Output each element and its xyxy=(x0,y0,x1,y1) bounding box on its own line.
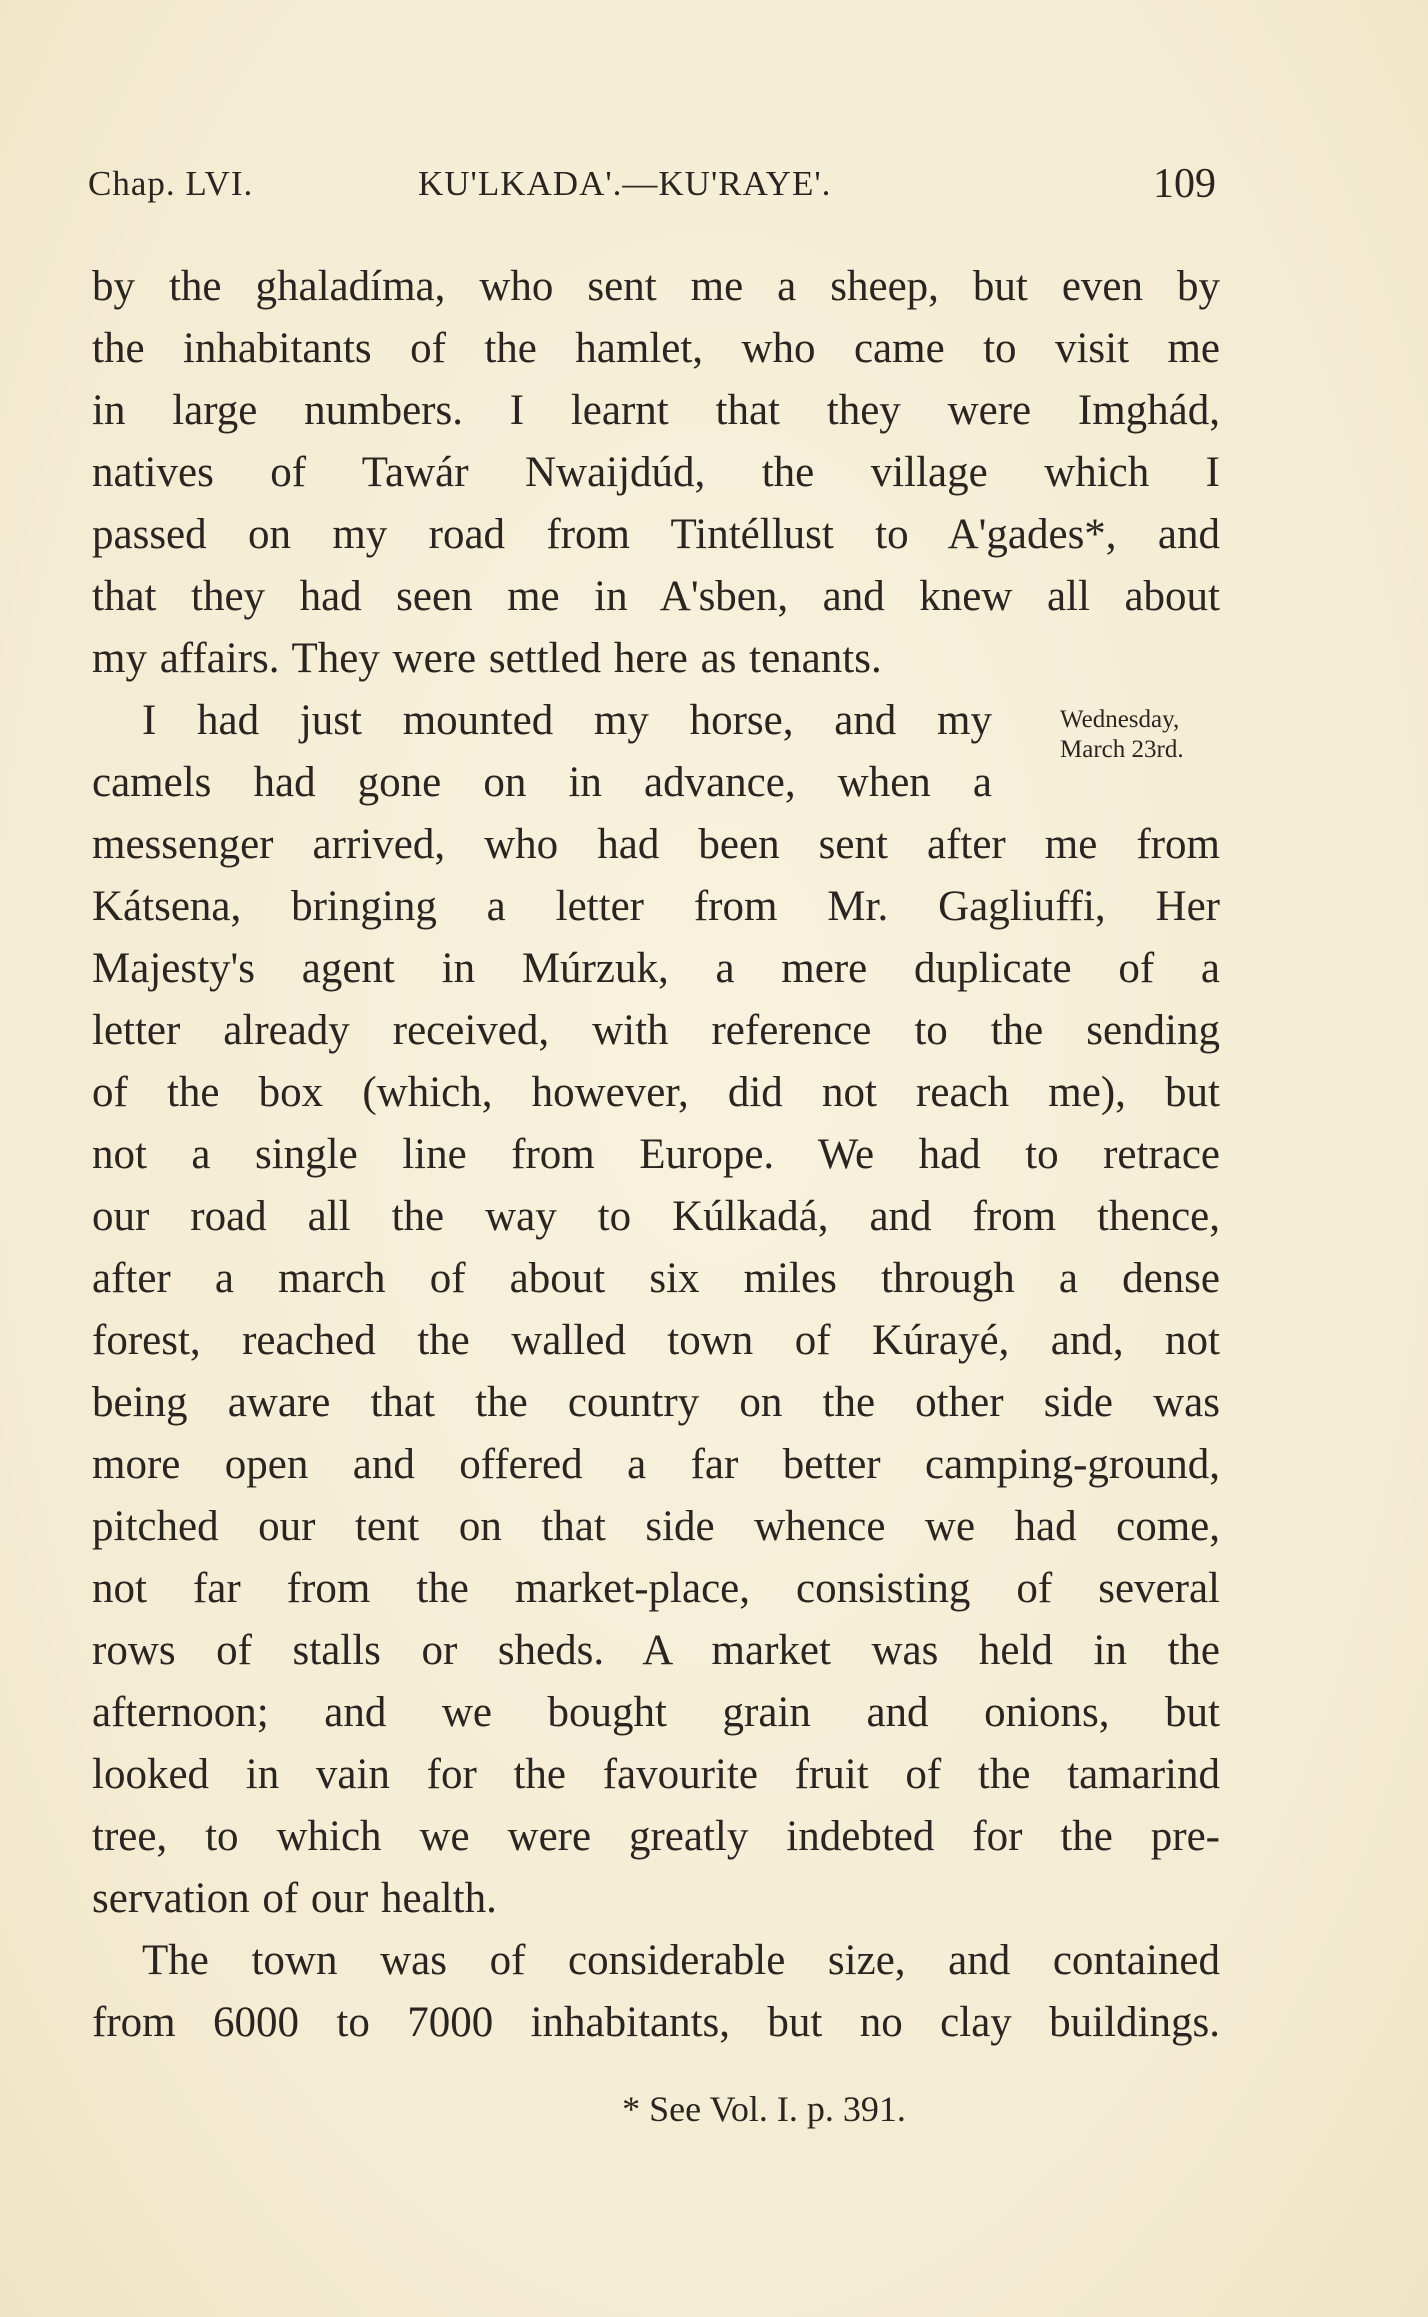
text-line: messenger arrived, who had been sent after me from xyxy=(92,821,1220,868)
text-line: in large numbers. I learnt that they were Imghád, xyxy=(92,387,1220,434)
text-line: looked in vain for the favourite fruit of the tamarind xyxy=(92,1751,1220,1798)
text-line: afternoon; and we bought grain and onions, but xyxy=(92,1689,1220,1736)
text-line: our road all the way to Kúlkadá, and from thence, xyxy=(92,1193,1220,1240)
text-line: Majesty's agent in Múrzuk, a mere duplicate of a xyxy=(92,945,1220,992)
text-line: forest, reached the walled town of Kúrayé, and, not xyxy=(92,1317,1220,1364)
text-line: camels had gone on in advance, when a xyxy=(92,759,992,806)
text-line: after a march of about six miles through a dense xyxy=(92,1255,1220,1302)
text-line: the inhabitants of the hamlet, who came to visit me xyxy=(92,325,1220,372)
text-line: rows of stalls or sheds. A market was held in the xyxy=(92,1627,1220,1674)
text-line: tree, to which we were greatly indebted for the pre- xyxy=(92,1813,1220,1860)
text-line: passed on my road from Tintéllust to A'gades*, and xyxy=(92,511,1220,558)
marginal-note-date: March 23rd. xyxy=(1060,736,1184,763)
text-line: letter already received, with reference to the sending xyxy=(92,1007,1220,1054)
body-text xyxy=(92,256,1220,2054)
text-line: being aware that the country on the other side was xyxy=(92,1379,1220,1426)
marginal-note-day: Wednesday, xyxy=(1060,706,1180,733)
text-line: not far from the market-place, consisting of several xyxy=(92,1565,1220,1612)
running-header xyxy=(88,160,1216,216)
text-line: Kátsena, bringing a letter from Mr. Gagliuffi, Her xyxy=(92,883,1220,930)
page-number: 109 xyxy=(1153,161,1216,207)
chapter-label: Chap. LVI. xyxy=(88,164,254,203)
text-line: of the box (which, however, did not reach me), but xyxy=(92,1069,1220,1116)
text-line: from 6000 to 7000 inhabitants, but no clay buildings. xyxy=(92,1999,1220,2046)
text-line: that they had seen me in A'sben, and knew all about xyxy=(92,573,1220,620)
text-line: not a single line from Europe. We had to retrace xyxy=(92,1131,1220,1178)
text-line: servation of our health. xyxy=(92,1875,497,1922)
text-line: natives of Tawár Nwaijdúd, the village which I xyxy=(92,449,1220,496)
text-line: more open and offered a far better camping-ground, xyxy=(92,1441,1220,1488)
text-line: pitched our tent on that side whence we had come, xyxy=(92,1503,1220,1550)
text-line: The town was of considerable size, and contained xyxy=(142,1937,1220,1984)
footnote: * See Vol. I. p. 391. xyxy=(622,2089,906,2129)
running-title: KU'LKADA'.—KU'RAYE'. xyxy=(418,164,832,203)
text-line: I had just mounted my horse, and my xyxy=(142,697,992,744)
text-line: my affairs. They were settled here as tenants. xyxy=(92,635,882,682)
marginal-note xyxy=(1060,705,1184,765)
text-line: by the ghaladíma, who sent me a sheep, but even by xyxy=(92,263,1220,310)
